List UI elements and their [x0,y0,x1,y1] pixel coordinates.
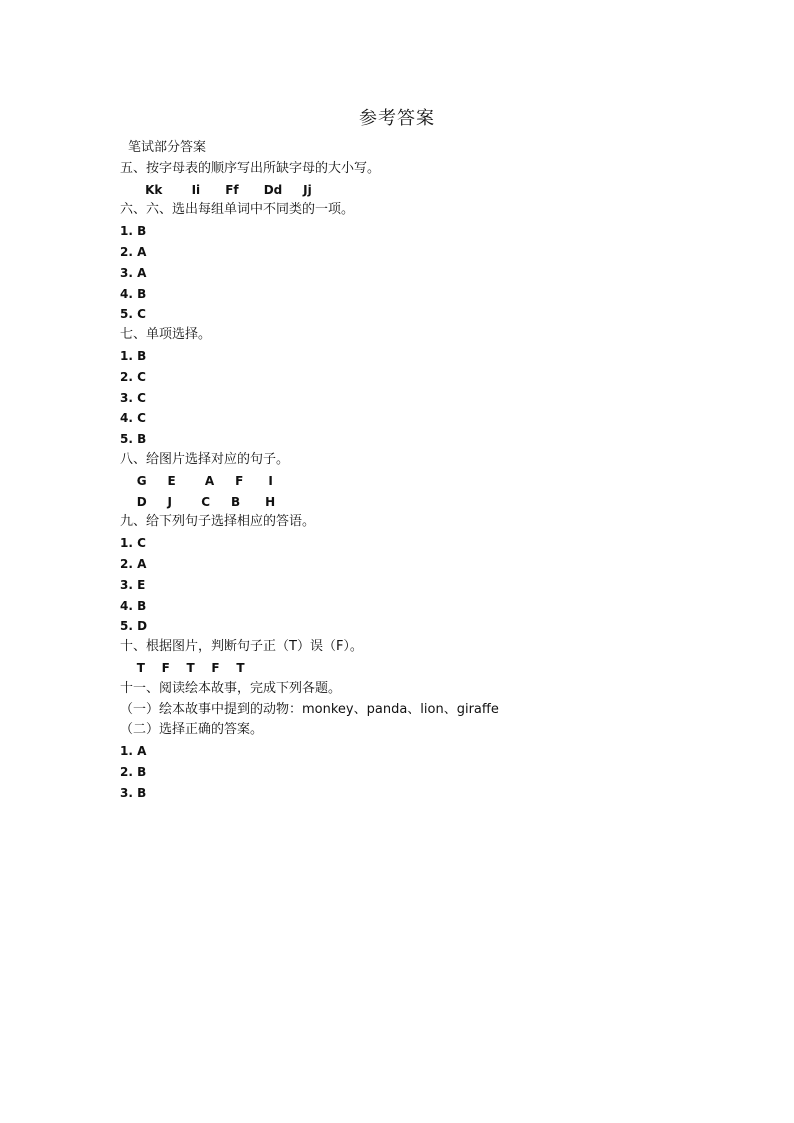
question-heading: 七、单项选择。 [120,327,212,343]
question-heading: 五、按字母表的顺序写出所缺字母的大小写。 [120,160,381,176]
answer-line: 1. A [120,744,147,759]
answer-line: Kk Ii Ff Dd Jj [120,182,312,197]
page-title: 参考答案 [359,108,435,129]
answer-line: 3. B [120,785,147,800]
answer-line: 1. C [120,536,146,551]
answer-list [120,138,720,804]
answer-line: 2. B [120,764,147,779]
answer-line: 2. A [120,244,147,259]
answer-line: 2. C [120,369,146,384]
answer-line: T F T F T [120,660,245,675]
answer-line: 5. D [120,619,148,634]
answer-line: 5. B [120,432,147,447]
question-heading: 六、六、选出每组单词中不同类的一项。 [120,202,355,218]
answer-line: 4. B [120,598,147,613]
answer-line: 5. C [120,307,146,322]
question-heading: 十、根据图片，判断句子正（T）误（F）。 [120,639,363,655]
answer-line: 4. B [120,286,147,301]
answer-line: 3. C [120,390,146,405]
question-heading: 八、给图片选择对应的句子。 [120,451,290,467]
question-heading: （一）绘本故事中提到的动物：monkey、panda、lion、giraffe [120,701,499,717]
answer-line: 1. B [120,348,147,363]
question-heading: （二）选择正确的答案。 [120,722,264,738]
question-heading: 九、给下列句子选择相应的答语。 [120,514,316,530]
answer-line: 2. A [120,556,147,571]
section-subtitle: 笔试部分答案 [128,140,207,155]
answer-line: G E A F I [120,473,273,488]
answer-line: 3. A [120,265,147,280]
answer-line: 1. B [120,224,147,239]
answer-line: 3. E [120,577,146,592]
answer-line: 4. C [120,411,146,426]
answer-line: D J C B H [120,494,276,509]
question-heading: 十一、阅读绘本故事，完成下列各题。 [120,680,342,696]
